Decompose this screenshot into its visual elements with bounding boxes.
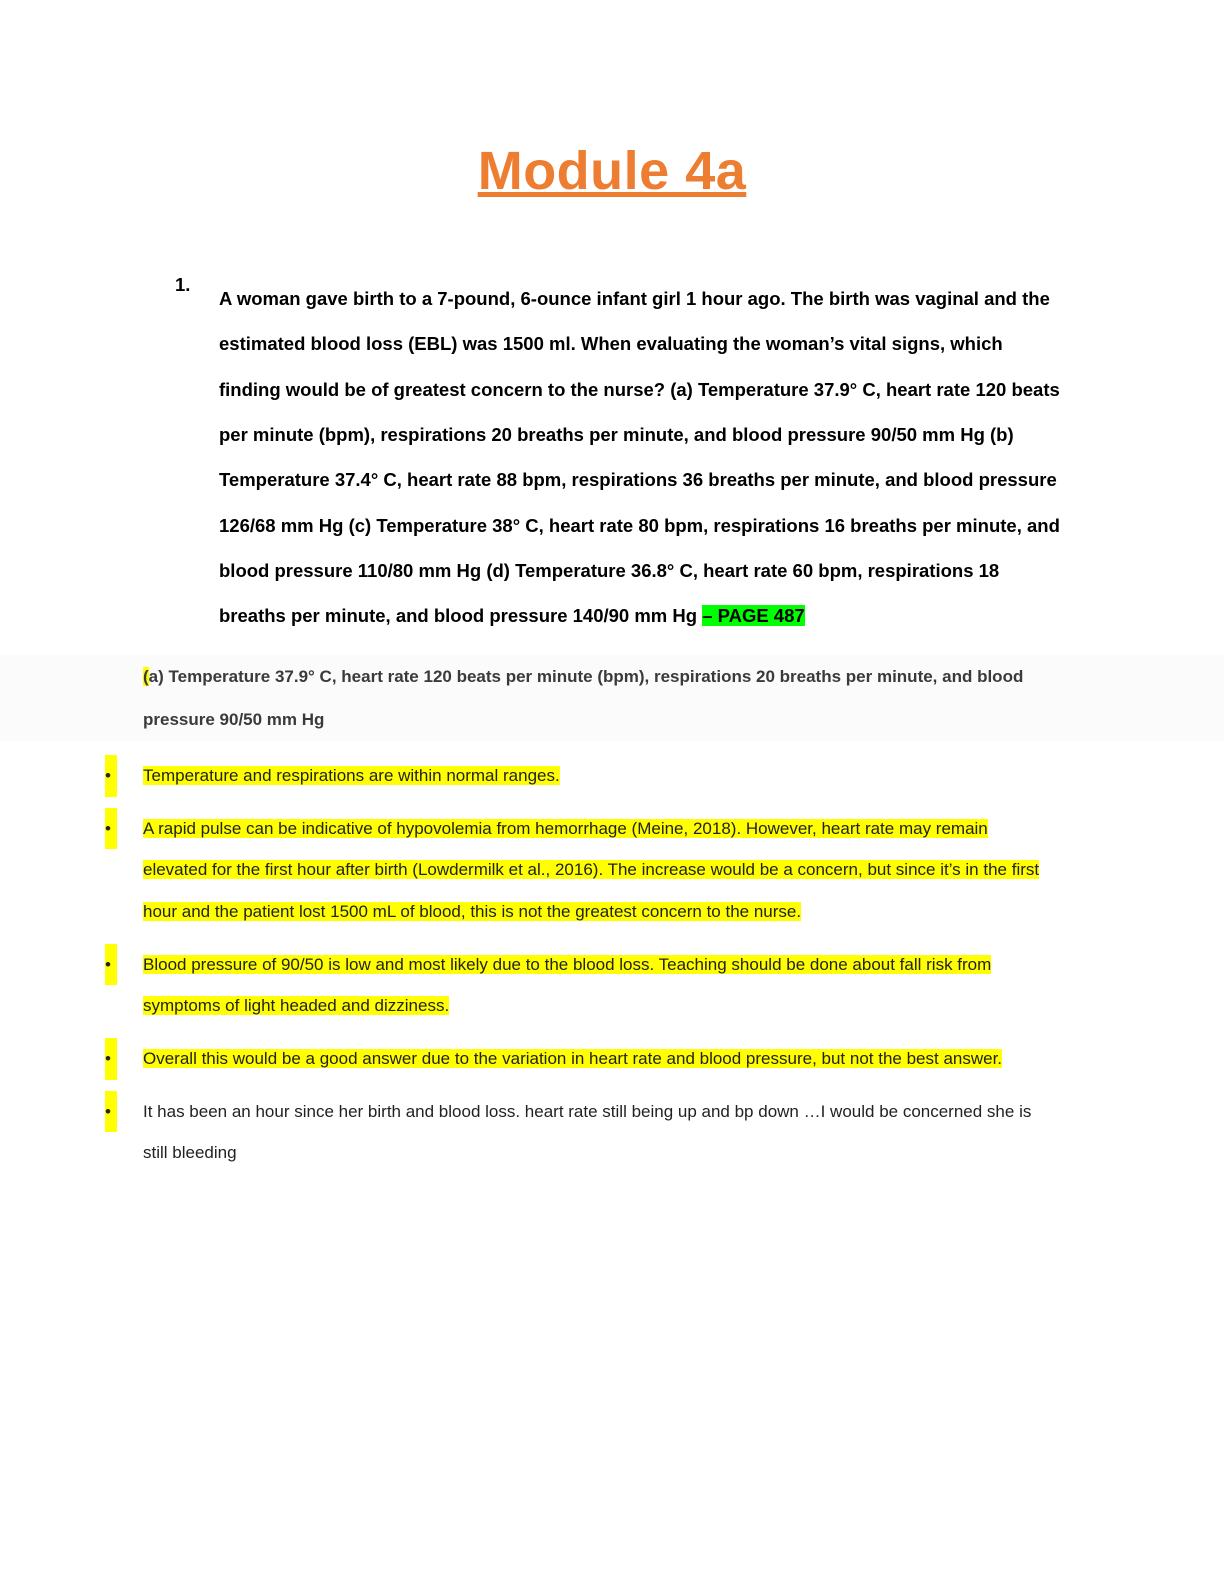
list-item (0, 755, 1224, 797)
note-text: Blood pressure of 90/50 is low and most likely due to the blood loss. Teaching should be done about fall risk from symptoms of light headed and dizziness. (143, 954, 992, 1016)
answer-text: a) Temperature 37.9° C, heart rate 120 beats per minute (bpm), respirations 20 breaths per minute, and blood pressure 90/50 mm Hg (143, 666, 1024, 729)
answer-marker: ( (143, 666, 149, 686)
bullet-icon: • (105, 944, 117, 986)
bullet-icon: • (105, 808, 117, 850)
note-text: A rapid pulse can be indicative of hypovolemia from hemorrhage (Meine, 2018). However, heart rate may remain elevated for the first hour after birth (Lowdermilk et al., 2016). The increase would be a concern, but since it’s in the first hour and the patient lost 1500 mL of blood, this is not the greatest concern to the nurse. (143, 818, 1040, 922)
page-reference-highlight: – PAGE 487 (702, 605, 805, 627)
page-title: Module 4a (477, 141, 747, 201)
note-text: It has been an hour since her birth and blood loss. heart rate still being up and bp down …I would be concerned she is still bleeding (143, 1101, 1032, 1163)
list-item (0, 1091, 1224, 1174)
bullet-icon: • (105, 1091, 117, 1133)
question-body: A woman gave birth to a 7-pound, 6-ounce infant girl 1 hour ago. The birth was vaginal and the estimated blood loss (EBL) was 1500 ml. When evaluating the woman’s vital signs, which finding would be of greatest concern to the nurse? (a) Temperature 37.9° C, heart rate 120 beats per minute (bpm), respirations 20 breaths per minute, and blood pressure 90/50 mm Hg (b) Temperature 37.4° C, heart rate 88 bpm, respirations 36 breaths per minute, and blood pressure 126/68 mm Hg (c) Temperature 38° C, heart rate 80 bpm, respirations 16 breaths per minute, and blood pressure 110/80 mm Hg (d) Temperature 36.8° C, heart rate 60 bpm, respirations 18 breaths per minute, and blood pressure 140/90 mm Hg (219, 288, 1060, 627)
list-item (0, 808, 1224, 933)
note-text: Overall this would be a good answer due to the variation in heart rate and blood pressure, but not the best answer. (143, 1049, 1003, 1069)
bullet-icon: • (105, 755, 117, 797)
bullet-icon: • (105, 1038, 117, 1080)
note-text: Temperature and respirations are within normal ranges. (143, 766, 560, 786)
question-block (0, 276, 1224, 639)
question-number: 1. (175, 274, 191, 295)
question-text (219, 276, 1069, 639)
selected-answer (0, 655, 1224, 742)
notes-list (0, 755, 1224, 1174)
list-item (0, 1038, 1224, 1080)
list-item (0, 944, 1224, 1027)
